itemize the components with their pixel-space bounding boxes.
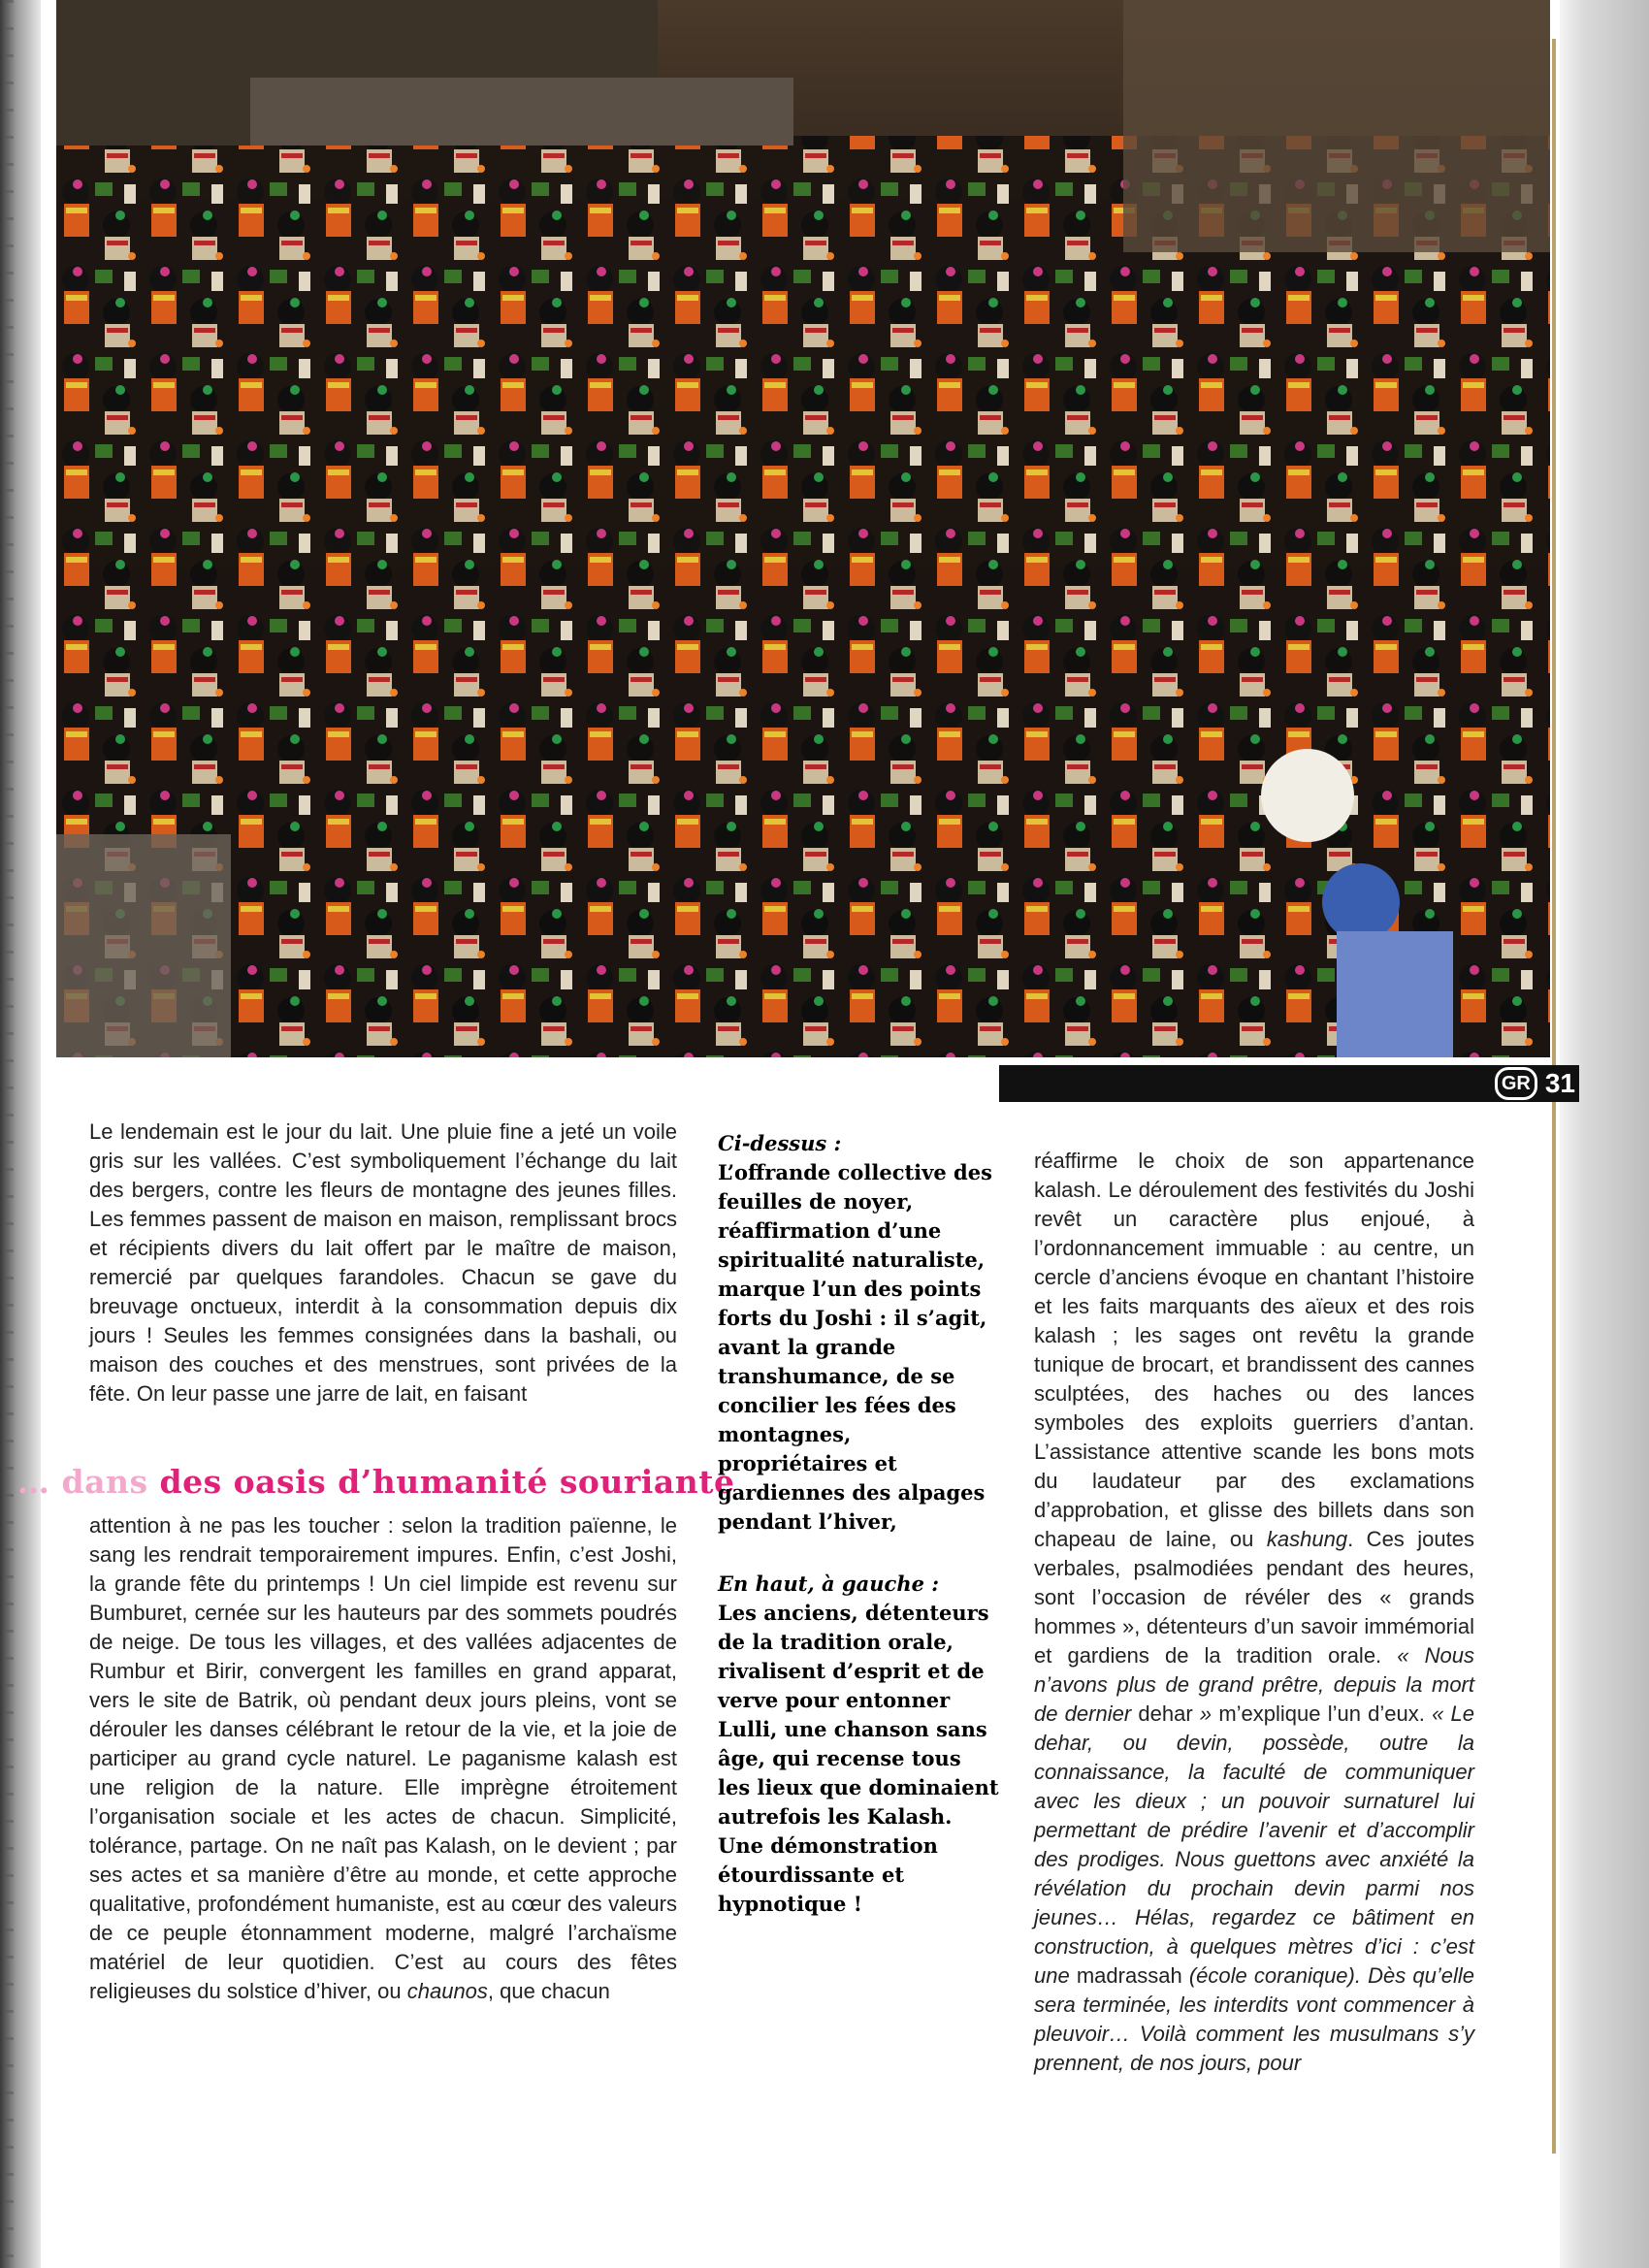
page-number (1449, 1067, 1575, 1100)
caption-1-label: Ci-dessus : (718, 1131, 842, 1155)
right-italic-4: « Le dehar, ou devin, possède, outre la connaissance, la faculté de communiquer avec les dieux ; un pouvoir surnaturel lui permettant de prédire l’avenir et d’accomplir des prodiges. Nous guettons avec anxiété la révélation du prochain devin parmi nos jeunes… Hélas, regardez ce bâtiment en construction, à quelques mètres d’ici : c’est une (1034, 1701, 1474, 1988)
next-page-edge (1560, 0, 1649, 2268)
caption-2-body: Les anciens, détenteurs de la tradition orale, rivalisent d’esprit et de verve pour entonner Lulli, une chanson sans âge, qui recense tous les lieux que dominaient autrefois les Kalash. Une démonstration étourdissante et hypnotique ! (718, 1601, 999, 1916)
left-paragraph-2 (89, 1511, 677, 2006)
right-text-5: madrassah (1076, 1963, 1182, 1988)
left-column-top (89, 1118, 677, 1409)
right-italic-2: « Nous n’avons plus de grand prêtre, depuis la mort de dernier (1034, 1643, 1474, 1726)
right-italic-5: (école coranique). Dès qu’elle sera terminée, les interdits vont commencer à pleuvoir… Voilà comment les musulmans s’y prennent, de nos jours, pour (1034, 1963, 1474, 2075)
right-paragraph (1034, 1147, 1474, 2078)
magazine-logo-icon: GR (1495, 1067, 1537, 1100)
right-text-2: . Ces joutes verbales, psalmodiées pendant des heures, sont l’occasion de révéler des « grands hommes », détenteurs d’un savoir immémorial et gardiens de la tradition orale. (1034, 1527, 1474, 1668)
subhead-faded-part: … dans (17, 1463, 160, 1501)
right-italic-3: » (1192, 1701, 1212, 1726)
left-paragraph-2-end: , que chacun (487, 1979, 610, 2003)
right-text-4: m’explique l’un d’eux. (1212, 1701, 1433, 1726)
photo-captions (718, 1129, 999, 1919)
left-paragraph-2-text: attention à ne pas les toucher : selon la tradition païenne, le sang les rendrait temporairement impures. Enfin, c’est Joshi, la grande fête du printemps ! Un ciel limpide est revenu sur Bumburet, cernée sur les hauteurs par des sommets poudrés de neige. De tous les villages, et des vallées adjacentes de Rumbur et Birir, convergent les familles en grand apparat, vers le site de Batrik, où pendant deux jours pleins, vont se dérouler les danses célébrant le retour de la vie, et la joie de participer au grand cycle naturel. Le paganisme kalash est une religion de la nature. Elle imprègne étroitement l’organisation sociale et les actes de chacun. Simplicité, tolérance, partage. On ne naît pas Kalash, on le devient ; par ses actes et sa manière d’être au monde, et cette approche qualitative, profondément humaniste, est au cœur des valeurs de ce peuple étonnamment moderne, malgré l’archaïsme matériel de leur quotidien. C’est au cours des fêtes religieuses du solstice d’hiver, ou (89, 1513, 677, 2003)
page-number-text: 31 (1544, 1068, 1575, 1098)
festival-crowd-photo (56, 0, 1550, 1057)
left-paragraph-1: Le lendemain est le jour du lait. Une pluie fine a jeté un voile gris sur les vallées. C’est symboliquement l’échange du lait des bergers, contre les fleurs de montagne des jeunes filles. Les femmes passent de maison en maison, remplissant brocs et récipients divers du lait offert par le maître de maison, remercié par quelques farandoles. Chacun se gave du breuvage onctueux, interdit à la consommation depuis dix jours ! Seules les femmes consignées dans la bashali, ou maison des couches et des menstrues, sont privées de la fête. On leur passe une jarre de lait, en faisant (89, 1119, 677, 1406)
right-column (1034, 1147, 1474, 2078)
right-text-1: réaffirme le choix de son appartenance kalash. Le déroulement des festivités du Joshi revêt un caractère plus enjoué, à l’ordonnancement immuable : au centre, un cercle d’anciens évoque en chantant l’histoire et les faits marquants des aïeux et des rois kalash ; les sages ont revêtu la grande tunique de brocart, et brandissent des cannes sculptées, des haches ou des lances symboles des exploits guerriers d’antan. L’assistance attentive scande les bons mots du laudateur par des exclamations d’approbation, et glisse des billets dans son chapeau de laine, ou (1034, 1149, 1474, 1551)
subhead-main: des oasis d’humanité souriante (159, 1463, 735, 1501)
subhead (17, 1463, 735, 1507)
left-column-bottom (89, 1511, 677, 2006)
caption-1-body: L’offrande collective des feuilles de noyer, réaffirmation d’une spiritualité naturaliste, marque l’un des points forts du Joshi : il s’agit, avant la grande transhumance, de se concilier les fées des montagnes, propriétaires et gardiennes des alpages pendant l’hiver, (718, 1160, 992, 1534)
photo-illustration (56, 0, 1550, 1057)
left-paragraph-2-italic: chaunos (406, 1979, 488, 2003)
right-italic-1: kashung (1266, 1527, 1348, 1551)
previous-page-edge (4, 0, 14, 2268)
right-text-3: dehar (1138, 1701, 1193, 1726)
caption-2-label: En haut, à gauche : (718, 1571, 940, 1596)
